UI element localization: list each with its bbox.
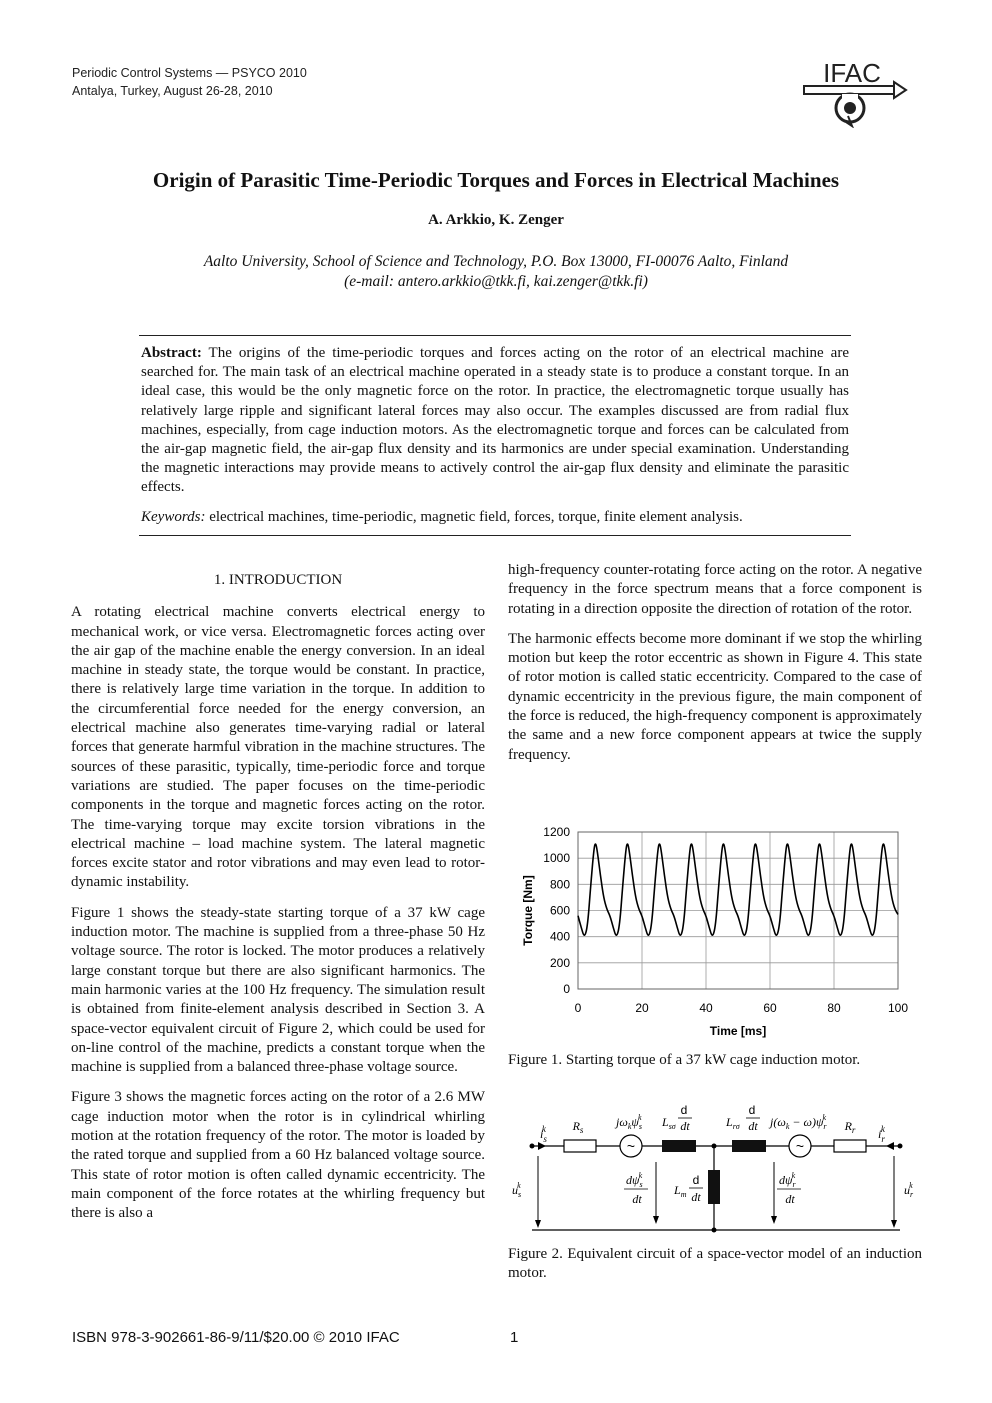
stator-voltage-label: $u_sk$: [512, 1181, 522, 1199]
authors: A. Arkkio, K. Zenger: [428, 212, 564, 228]
y-tick-label: 400: [549, 929, 570, 944]
rotor-emf-label: $j(\omega_k - \omega)\psi_rk$: [770, 1113, 827, 1131]
email-line: (e-mail: antero.arkkio@tkk.fi, kai.zenger@tkk.fi): [344, 273, 648, 290]
isbn-footer: ISBN 978-3-902661-86-9/11/$20.00 © 2010 IFAC: [72, 1329, 400, 1346]
svg-text:dψsk: $d\psi_sk$: [626, 1171, 643, 1189]
x-tick-label: 20: [635, 1001, 649, 1015]
paragraph: Figure 1 shows the steady-state starting torque of a 37 kW cage induction motor. The machine is supplied from a three-phase 50 Hz voltage source. The rotor is locked. The motor produces a relatively large constant torque but there are also significant harmonics. The main harmonic varies at the 100 Hz frequency. The simulation result is obtained from finite-element analysis described in Section 3. A space-vector equivalent circuit of Figure 2, which could be used for on-line control of the machine, predicts a constant torque when the machine is supplied from a balanced three-phase voltage source.: [71, 904, 485, 1076]
y-tick-label: 0: [563, 982, 570, 996]
stator-emf-label: $j\omega_k\psi_sk$: [616, 1113, 642, 1131]
rotor-voltage-label: $u_rk$: [904, 1181, 914, 1199]
keywords-text: electrical machines, time-periodic, magnetic field, forces, torque, finite element analysis.: [209, 508, 743, 525]
x-tick-label: 80: [827, 1001, 841, 1015]
abstract-bottom-rule: [139, 535, 851, 536]
torque-chart: [508, 820, 922, 1042]
paper-title: Origin of Parasitic Time-Periodic Torques and Forces in Electrical Machines: [152, 168, 840, 192]
svg-text:~: ~: [795, 1138, 805, 1154]
paragraph: high-frequency counter-rotating force acting on the rotor. A negative frequency in the force spectrum means that a force component is rotating in a direction opposite the direction of rotation of the rotor.: [508, 562, 922, 617]
paragraph: A rotating electrical machine converts electrical energy to mechanical work, or vice versa. Electromagnetic forces acting over the air gap of the machine enable the energy conversion. In an ideal machine in steady state, the torque would be constant. In practice, there is relatively large time variation in the torque. In addition to the circumferential force needed for the energy conversion, an electrical machine also generates time-varying radial or lateral forces that generate harmful vibration in the machine structures. The sources of these parasitic, typically, time-periodic force and torque variations are studied. The paper focuses on the time-periodic components in the torque and magnetic forces acting on the rotor. The time-varying torque may excite torsion vibrations in the electrical machine – load machine system. The lateral magnetic forces excite stator and rotor vibrations and may even lead to rotor-dynamic instability.: [71, 604, 485, 891]
x-axis-label: Time [ms]: [709, 1024, 767, 1038]
right-column: [508, 561, 922, 776]
figure1-caption: Figure 1. Starting torque of a 37 kW cage induction motor.: [508, 1052, 861, 1068]
x-tick-label: 0: [574, 1001, 582, 1015]
y-axis-label: Torque [Nm]: [521, 875, 535, 946]
rotor-resistor: [834, 1140, 866, 1152]
svg-text:dt: dt: [680, 1119, 690, 1133]
stator-current-label: $i_sk$: [540, 1124, 547, 1144]
affiliation: [0, 252, 992, 292]
svg-text:Lrσ: $L_{r\sigma}$: [726, 1115, 740, 1131]
stator-resistor: [564, 1140, 596, 1152]
svg-text:dt: dt: [748, 1119, 758, 1133]
section-heading: 1. INTRODUCTION: [213, 572, 343, 588]
paragraph: The harmonic effects become more dominant if we stop the whirling motion but keep the rotor eccentric as shown in Figure 4. This state of rotor motion is called static eccentricity. Compared to the case of dynamic eccentricity in the previous figure, the main component of the force is reduced, the high-frequency component is approximately the same and a new force component appears at twice the supply frequency.: [508, 630, 922, 763]
svg-text:dψrk: $d\psi_rk$: [779, 1171, 796, 1189]
x-tick-label: 100: [887, 1001, 909, 1015]
abstract-label: Abstract:: [141, 345, 202, 361]
affiliation-line: Aalto University, School of Science and Technology, P.O. Box 13000, FI-00076 Aalto, Finland: [203, 253, 789, 270]
svg-text:d: d: [692, 1173, 700, 1187]
magnetizing-inductance-label: $L_m$: [674, 1183, 687, 1199]
svg-text:dt: dt: [691, 1190, 701, 1204]
rotor-current-label: $i_rk$: [878, 1124, 885, 1144]
torque-series-line: [578, 844, 898, 935]
paragraph: Figure 3 shows the magnetic forces acting on the rotor of a 2.6 MW cage induction motor when the rotor is in cylindrical whirling motion at the rotation frequency of the rotor. The motor is loaded by the rated torque and supplied from a 60 Hz balanced voltage source. This state of rotor motion is often called dynamic eccentricity. The main component of the force rotates at the whirling frequency but there is also a: [71, 1089, 485, 1222]
conference-header: [72, 64, 307, 100]
equivalent-circuit: [508, 1100, 922, 1234]
abstract-text: The origins of the time-periodic torques and forces acting on the rotor of an electrical machine are searched for. The main task of an electrical machine operated in a steady state is to produce a constant torque. In an ideal case, this would be the only magnetic force on the rotor. In practice, the electromagnetic torque usually has relatively large ripple and significant lateral forces may also occur. The examples discussed are from radial flux machines, especially, from cage induction motors. As the electromagnetic torque and forces can be calculated from the air-gap magnetic field, the air-gap flux density and its harmonics are under special examination. Understanding the magnetic interactions may provide means to actively control the air-gap flux density and eliminate the parasitic effects.: [141, 345, 849, 496]
x-tick-label: 60: [763, 1001, 777, 1015]
stator-voltage-arrow: [535, 1220, 541, 1228]
ifac-logo: [798, 56, 910, 128]
rotor-current-arrow: [886, 1142, 894, 1150]
rotor-voltage-arrow: [891, 1220, 897, 1228]
svg-text:~: ~: [626, 1138, 636, 1154]
conference-name: Periodic Control Systems — PSYCO 2010: [72, 66, 307, 80]
svg-text:dt: dt: [785, 1192, 795, 1206]
y-tick-label: 600: [549, 903, 570, 918]
stator-leakage-inductor: [662, 1140, 696, 1152]
conference-location: Antalya, Turkey, August 26-28, 2010: [72, 84, 273, 98]
abstract-top-rule: [139, 335, 851, 336]
svg-text:dt: dt: [632, 1192, 642, 1206]
stator-resistance-label: $R_s$: [572, 1119, 584, 1135]
y-tick-label: 200: [549, 955, 570, 970]
rotor-resistance-label: $R_r$: [844, 1119, 856, 1135]
y-tick-label: 1000: [543, 851, 570, 866]
svg-text:d: d: [680, 1103, 688, 1117]
figure2-caption: Figure 2. Equivalent circuit of a space-vector model of an induction motor.: [508, 1246, 922, 1281]
page-number: 1: [510, 1329, 519, 1346]
left-column: [71, 571, 485, 1235]
magnetizing-inductor: [708, 1170, 720, 1204]
x-tick-label: 40: [699, 1001, 713, 1015]
y-tick-label: 800: [549, 877, 570, 892]
svg-text:Lsσ: $L_{s\sigma}$: [662, 1115, 676, 1131]
keywords-label: Keywords:: [141, 508, 206, 525]
svg-text:d: d: [748, 1103, 756, 1117]
y-tick-label: 1200: [543, 825, 570, 839]
rotor-leakage-inductor: [732, 1140, 766, 1152]
ifac-logo-text: IFAC: [823, 58, 881, 88]
abstract: [141, 344, 849, 527]
